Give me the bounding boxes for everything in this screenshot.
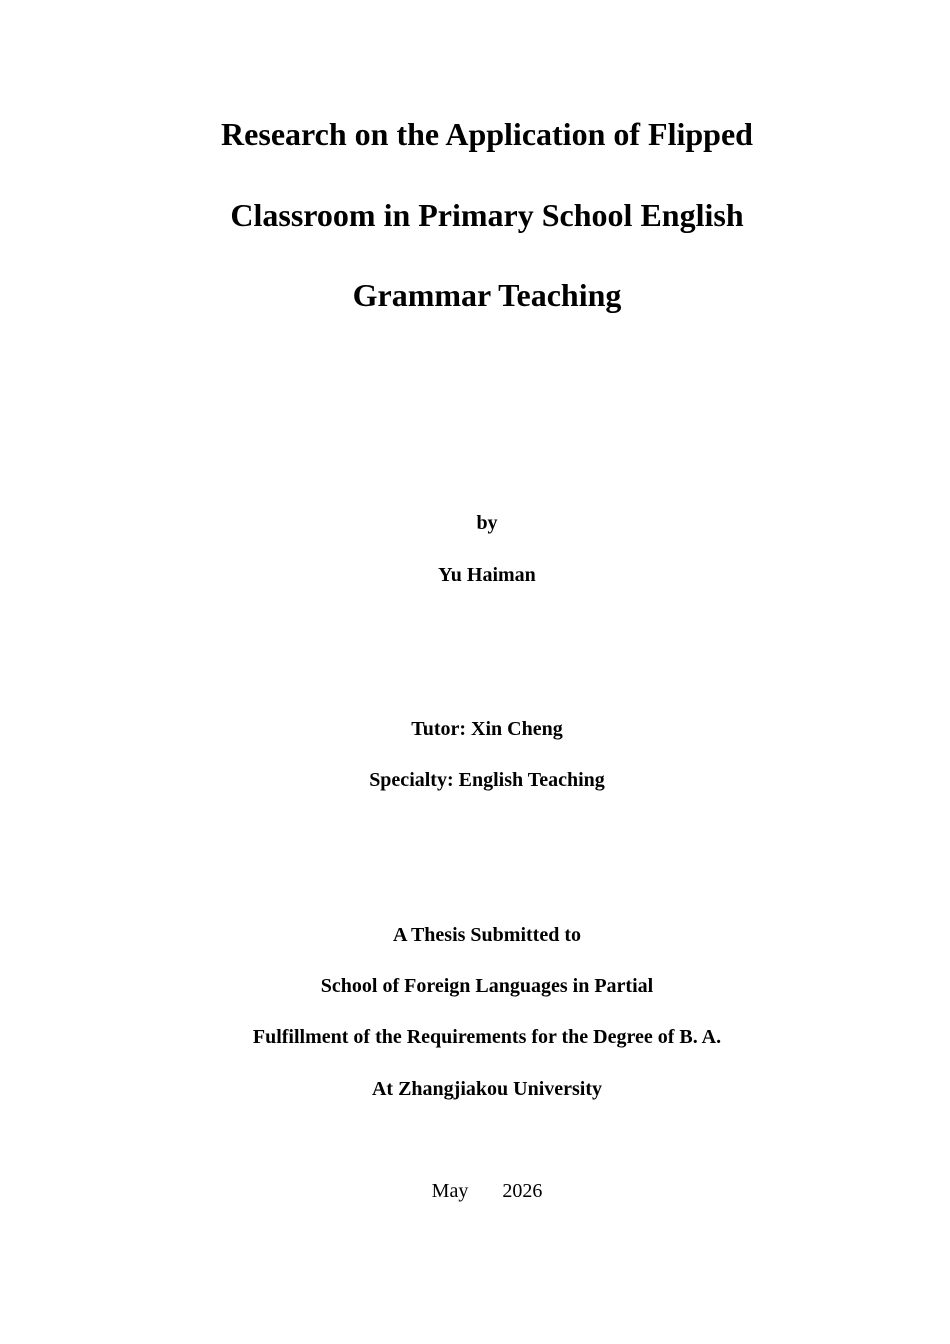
submission-line-1: A Thesis Submitted to	[392, 924, 581, 946]
title-line-2: Classroom in Primary School English	[230, 197, 744, 233]
date-year: 2026	[502, 1180, 543, 1202]
submission-line-3: Fulfillment of the Requirements for the Degree of B. A.	[252, 1026, 722, 1048]
submission-line-2: School of Foreign Languages in Partial	[320, 975, 654, 997]
author-name: Yu Haiman	[438, 564, 536, 586]
submission-line-4: At Zhangjiakou University	[371, 1078, 603, 1100]
by-label: by	[476, 512, 498, 534]
tutor-line: Tutor: Xin Cheng	[411, 718, 563, 740]
submission-date	[0, 1178, 950, 1204]
title-line-1: Research on the Application of Flipped	[221, 116, 753, 152]
title-line-3: Grammar Teaching	[352, 277, 622, 313]
specialty-line: Specialty: English Teaching	[369, 769, 605, 791]
date-month: May	[431, 1180, 469, 1202]
